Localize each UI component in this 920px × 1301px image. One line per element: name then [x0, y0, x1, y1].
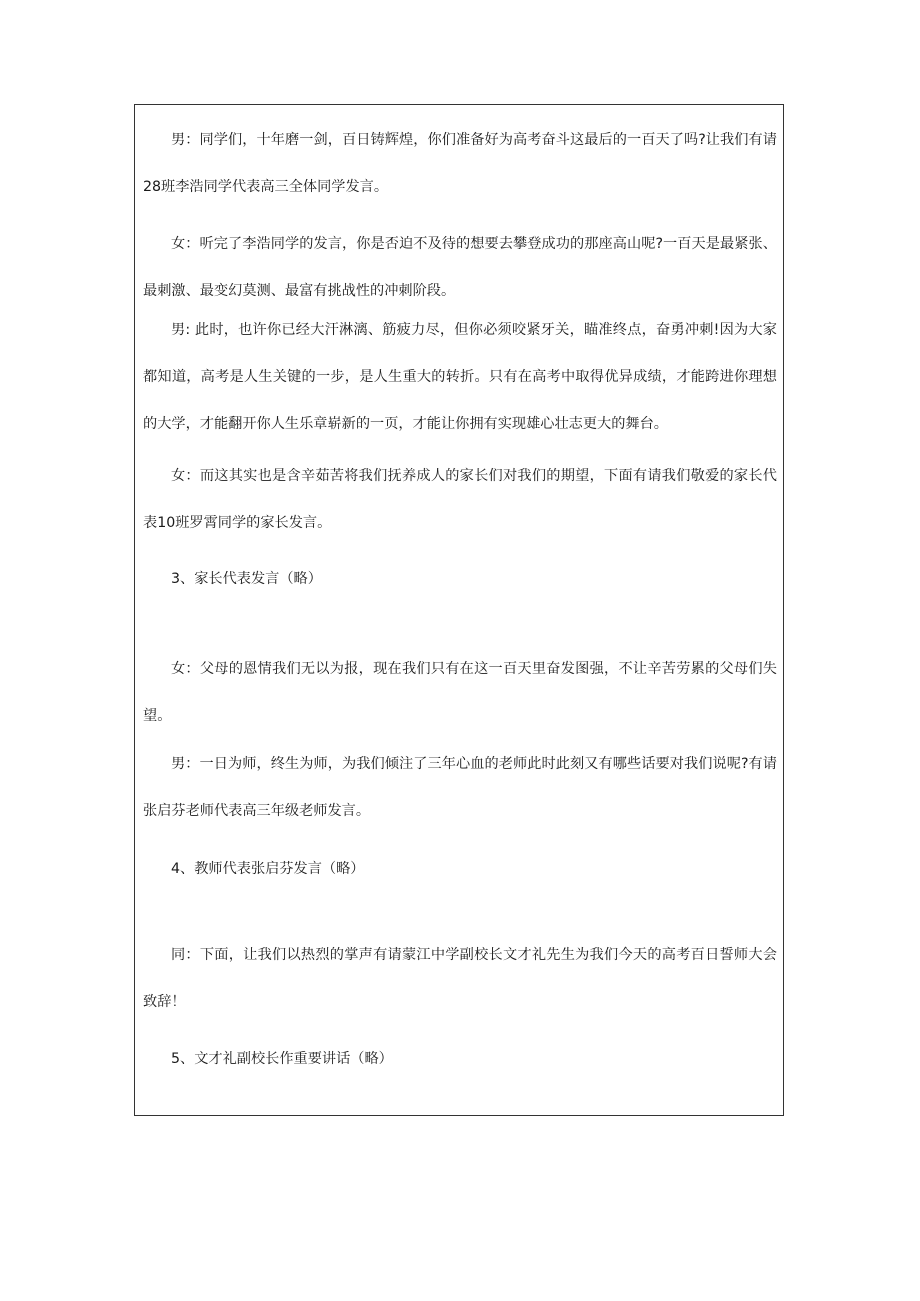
paragraph-item-3-parent-speech: 3、家长代表发言（略） [171, 571, 322, 587]
paragraph-item-4-teacher-speech: 4、教师代表张启芬发言（略） [171, 861, 365, 877]
paragraph-girl-parents-expectation: 女：而这其实也是含辛茹苦将我们抚养成人的家长们对我们的期望，下面有请我们敬爱的家长代表10班罗霄同学的家长发言。 [143, 468, 777, 531]
paragraph-together-vice-principal: 同：下面，让我们以热烈的掌声有请蒙江中学副校长文才礼先生为我们今天的高考百日誓师大会致辞！ [143, 947, 777, 1010]
paragraph-boy-teachers: 男：一日为师，终生为师，为我们倾注了三年心血的老师此时此刻又有哪些话要对我们说呢?有请张启芬老师代表高三年级老师发言。 [143, 756, 777, 819]
paragraph-item-5-vice-principal-speech: 5、文才礼副校长作重要讲话（略） [171, 1051, 393, 1067]
paragraph-boy-sprint: 男: 此时，也许你已经大汗淋漓、筋疲力尽，但你必须咬紧牙关，瞄准终点，奋勇冲刺!因为大家都知道，高考是人生关键的一步，是人生重大的转折。只有在高考中取得优异成绩，才能跨进你理想的大学，才能翻开你人生乐章崭新的一页，才能让你拥有实现雄心壮志更大的舞台。 [143, 322, 777, 432]
paragraph-boy-intro-li-hao: 男：同学们，十年磨一剑，百日铸辉煌，你们准备好为高考奋斗这最后的一百天了吗?让我们有请28班李浩同学代表高三全体同学发言。 [143, 132, 777, 195]
document-frame [134, 104, 784, 1116]
paragraph-girl-after-li-hao: 女：听完了李浩同学的发言，你是否迫不及待的想要去攀登成功的那座高山呢?一百天是最紧张、最刺激、最变幻莫测、最富有挑战性的冲刺阶段。 [143, 236, 777, 299]
paragraph-girl-parents-kindness: 女：父母的恩情我们无以为报，现在我们只有在这一百天里奋发图强，不让辛苦劳累的父母们失望。 [143, 661, 777, 724]
